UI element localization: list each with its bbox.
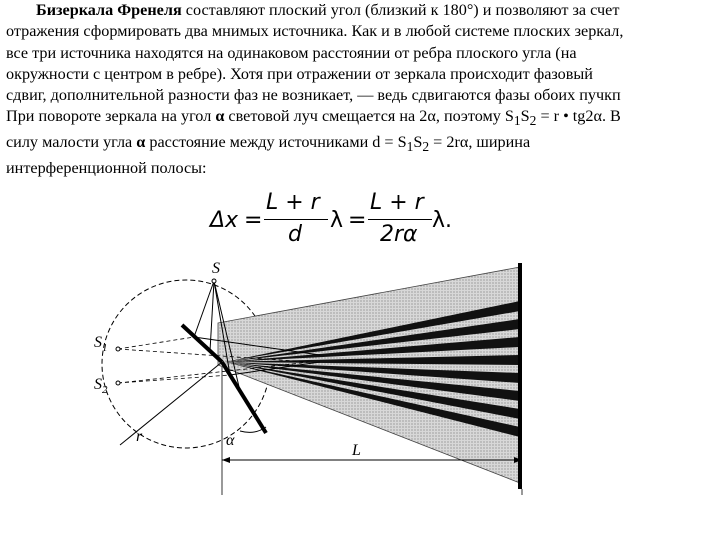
formula-den2: 2rα [380, 222, 418, 247]
text-line-4: окружности с центром в ребре). Хотя при отражении от зеркала происходит фазовый [6, 64, 593, 83]
formula-num2: L + r [370, 190, 424, 215]
text-line-8: интерференционной полосы: [6, 158, 207, 177]
formula-eq1: = [244, 208, 263, 233]
term-bold: Бизеркала Френеля [36, 1, 182, 19]
source-s2 [116, 381, 120, 385]
formula-num1: L + r [266, 190, 320, 215]
fringe-width-formula [210, 190, 453, 248]
label-alpha: α [226, 432, 235, 449]
label-r: r [136, 428, 143, 445]
formula-lambda2: λ. [432, 208, 453, 233]
label-s1: $S_1$ [94, 334, 108, 354]
formula-lambda1: λ [330, 208, 344, 233]
screen [518, 263, 522, 489]
text-line-6: При повороте зеркала на угол α световой луч смещается на 2α, поэтому $S_1S_2 = r$ • tg2α. В [6, 107, 621, 129]
text-line-2: отражения сформировать два мнимых источника. Как и в любой системе плоских зеркал, [6, 22, 624, 41]
formula-eq2: = [348, 208, 367, 233]
formula-bar1 [264, 219, 328, 220]
label-l: L [352, 442, 361, 459]
text-line-1: Бизеркала Френеля составляют плоский угол (близкий к 180°) и позволяют за счет [36, 1, 620, 19]
formula-dx: Δx [210, 208, 239, 233]
text-line-7: силу малости угла α расстояние между источниками $d = S_1S_2 = 2r\alpha$, ширина [6, 133, 531, 155]
description-text [6, 0, 716, 179]
mirror-1 [182, 325, 222, 362]
formula-den1: d [288, 222, 302, 247]
text-line-5: сдвиг, дополнительной разности фаз не возникает, — ведь сдвигаются фазы обоих пучкп [6, 86, 621, 105]
label-s: S [212, 260, 220, 277]
text-line-3: все три источника находятся на одинаковом расстоянии от ребра плоского угла (на [6, 43, 577, 62]
l-arrow-left [222, 457, 230, 463]
fresnel-biprism-mirror-diagram [90, 255, 540, 510]
label-s2: $S_2$ [94, 376, 108, 396]
source-s1 [116, 347, 120, 351]
formula-bar2 [368, 219, 432, 220]
source-s [212, 279, 216, 283]
